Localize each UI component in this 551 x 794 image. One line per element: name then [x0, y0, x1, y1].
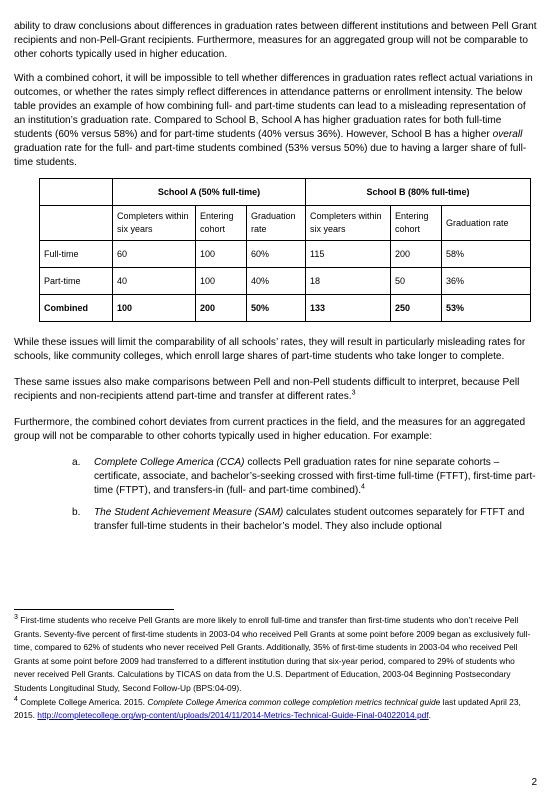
table-row: Part-time 40 100 40% 18 50 36%: [40, 268, 531, 295]
list-item: b. The Student Achievement Measure (SAM) calculates student outcomes separately for FTFT and transfer full-time students in their bachelor’s model. They also include optional: [72, 507, 525, 532]
document-body: [14, 20, 538, 542]
paragraph-3: While these issues will limit the comparability of all schools’ rates, they will result in particularly misleading rates for schools, like community colleges, which enroll large shares of part-time students who take longer to complete.: [14, 337, 526, 362]
graduation-rate-table: [39, 178, 531, 322]
footnote-ref-4[interactable]: 4: [361, 483, 365, 491]
school-b-header: School B (80% full-time): [306, 179, 531, 206]
paragraph-1: ability to draw conclusions about differences in graduation rates between different institutions and between Pell Grant recipients and non-Pell-Grant recipients. Furthermore, measures for an aggregated group will not be comparable to other cohorts typically used in higher education.: [14, 21, 537, 60]
table-row: Full-time 60 100 60% 115 200 58%: [40, 241, 531, 268]
paragraph-4: These same issues also make comparisons between Pell and non-Pell students difficult to interpret, because Pell recipients and non-recipients attend part-time and transfer at different rates.$^3$: [14, 377, 520, 402]
list-item: a. Complete College America (CCA) collects Pell graduation rates for nine separate cohorts – certificate, associate, and bachelor’s-seeking crossed with first-time full-time (FTFT), first-time part-time (FTPT), and transfers-in (full- and part-time combined).$^4$: [72, 457, 536, 496]
col-completers-a: Completers within six years: [113, 206, 196, 241]
col-entering-b: Entering cohort: [391, 206, 442, 241]
col-completers-b: Completers within six years: [306, 206, 391, 241]
col-rate-b: Graduation rate: [442, 206, 531, 241]
footnote-3: $^3$ First-time students who receive Pell Grants are more likely to enroll full-time and transfer than first-time students who don’t receive Pell Grants. Seventy-five percent of first-time students in 2003-04 who received Pell Grants at some point before 2009 began as exclusively full-time, compared to 62% of students who never received Pell Grants. Additionally, 35% of first-time students in 2003-04 who received Pell Grants at some point before 2009 had transferred to a different institution during that six-year period, compared to 29% of students who never received Pell Grants. Calculations by TICAS on data from the U.S. Department of Education, 2003-04 Beginning Postsecondary Students Longitudinal Study, Second Follow-Up (BPS:04-09).: [14, 614, 531, 693]
example-list: [72, 456, 538, 534]
col-entering-a: Entering cohort: [196, 206, 247, 241]
footnotes: [14, 614, 538, 723]
table-row: Combined 100 200 50% 133 250 53%: [40, 295, 531, 322]
footnote-4: $^4$ Complete College America. 2015. Complete College America common college completion metrics technical guide last updated April 23, 2015. http://completecollege.org/wp-content/uploads/2014/11/2014-Metrics-Technical-Guide-Final-04022014.pdf.: [14, 695, 521, 721]
col-rate-a: Graduation rate: [247, 206, 306, 241]
page-number: 2: [531, 777, 537, 788]
paragraph-5: Furthermore, the combined cohort deviates from current practices in the field, and the measures for an aggregated group will not be comparable to other cohorts typically used in higher education. For example:: [14, 417, 526, 442]
footnote-ref-3[interactable]: 3: [351, 389, 356, 397]
footnote-divider: [14, 609, 174, 610]
guide-link[interactable]: http://completecollege.org/wp-content/uploads/2014/11/2014-Metrics-Technical-Guide-Final-04022014.pdf: [37, 710, 429, 721]
paragraph-2: With a combined cohort, it will be impossible to tell whether differences in graduation rates reflect actual variations in outcomes, or whether the rates simply reflect differences in attendance patterns or enrollment intensity. The below table provides an example of how combining full- and part-time students can lead to a misleading representation of an institution’s graduation rate. Compared to School B, School A has higher graduation rates for both full-time students (60% versus 58%) and for part-time students (40% versus 36%). However, School B has a higher overall graduation rate for the full- and part-time students combined (53% versus 50%) due to having a larger share of full-time students.: [14, 73, 533, 168]
school-a-header: School A (50% full-time): [113, 179, 306, 206]
